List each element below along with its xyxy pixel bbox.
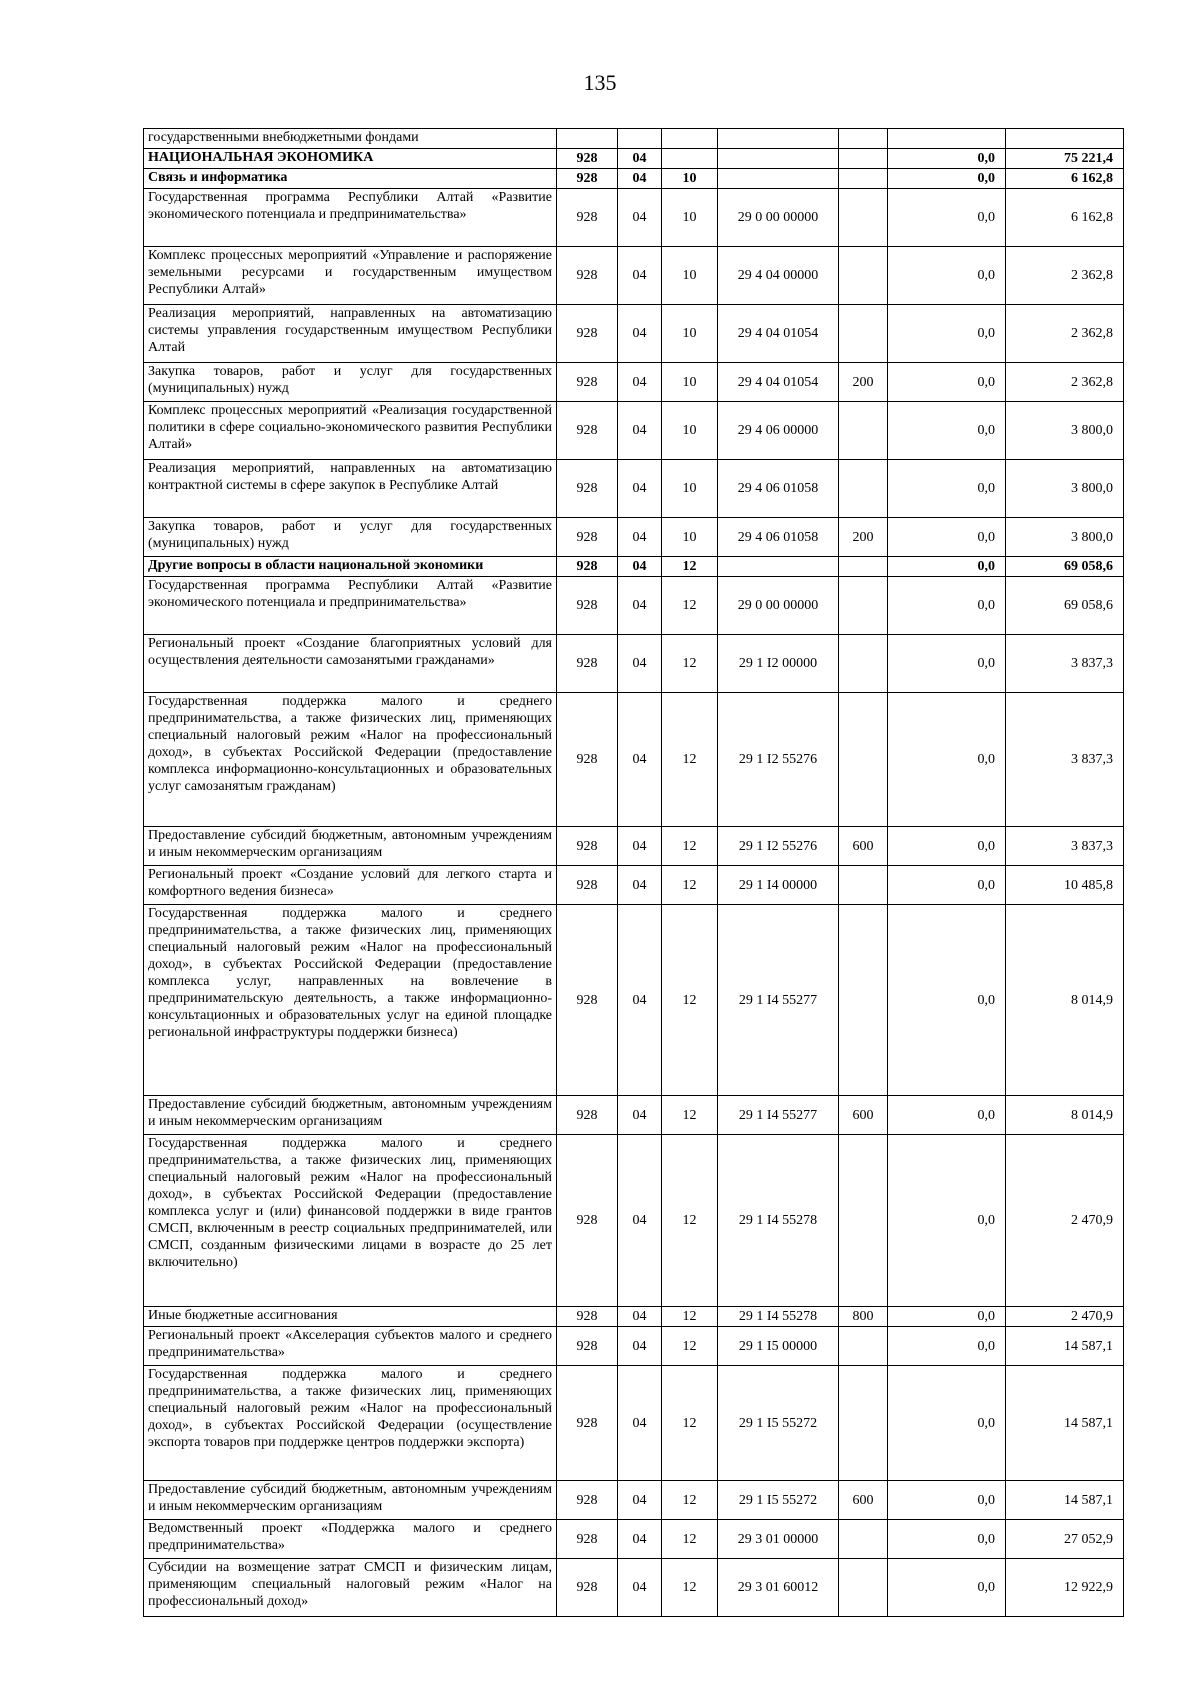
row-subsection-cell: 10 — [662, 189, 718, 247]
row-section-cell: 04 — [618, 1559, 662, 1617]
row-subsection-cell — [662, 129, 718, 149]
row-amount-2-cell: 3 837,3 — [1006, 635, 1124, 693]
row-section-cell: 04 — [618, 518, 662, 557]
row-amount-2-cell: 3 800,0 — [1006, 402, 1124, 460]
row-section-cell: 04 — [618, 460, 662, 518]
row-department-cell — [557, 129, 618, 149]
page-number: 135 — [583, 70, 617, 95]
row-subsection-cell: 10 — [662, 402, 718, 460]
row-section-cell: 04 — [618, 402, 662, 460]
row-target-article-cell: 29 1 I2 55276 — [718, 827, 839, 866]
row-amount-2-cell: 8 014,9 — [1006, 1096, 1124, 1135]
row-department-cell: 928 — [557, 149, 618, 169]
row-section-cell: 04 — [618, 827, 662, 866]
row-target-article-cell: 29 1 I4 00000 — [718, 866, 839, 905]
row-subsection-cell: 12 — [662, 905, 718, 1096]
row-expense-type-cell: 600 — [839, 1096, 888, 1135]
row-amount-2-cell: 27 052,9 — [1006, 1520, 1124, 1559]
row-target-article-cell: 29 1 I2 00000 — [718, 635, 839, 693]
row-amount-2-cell: 69 058,6 — [1006, 577, 1124, 635]
row-name-cell: Предоставление субсидий бюджетным, автономным учреждениям и иным некоммерческим организациям — [144, 827, 557, 866]
row-amount-2-cell: 14 587,1 — [1006, 1366, 1124, 1481]
row-name-cell: Реализация мероприятий, направленных на автоматизацию системы управления государственным имуществом Республики Алтай — [144, 305, 557, 363]
row-target-article-cell: 29 1 I2 55276 — [718, 693, 839, 827]
row-amount-1-cell: 0,0 — [888, 866, 1006, 905]
row-target-article-cell: 29 4 04 01054 — [718, 305, 839, 363]
row-department-cell: 928 — [557, 827, 618, 866]
row-amount-1-cell: 0,0 — [888, 518, 1006, 557]
row-section-cell: 04 — [618, 1366, 662, 1481]
row-expense-type-cell — [839, 1520, 888, 1559]
row-target-article-cell — [718, 149, 839, 169]
row-expense-type-cell — [839, 149, 888, 169]
row-amount-2-cell: 69 058,6 — [1006, 557, 1124, 577]
row-target-article-cell: 29 1 I4 55278 — [718, 1135, 839, 1307]
row-section-cell: 04 — [618, 247, 662, 305]
row-expense-type-cell — [839, 866, 888, 905]
table-row — [144, 1327, 1124, 1366]
row-department-cell: 928 — [557, 635, 618, 693]
row-department-cell: 928 — [557, 169, 618, 189]
row-section-cell: 04 — [618, 905, 662, 1096]
row-department-cell: 928 — [557, 577, 618, 635]
row-department-cell: 928 — [557, 557, 618, 577]
row-department-cell: 928 — [557, 247, 618, 305]
table-body — [144, 129, 1124, 1617]
row-subsection-cell: 10 — [662, 169, 718, 189]
row-target-article-cell — [718, 557, 839, 577]
row-amount-1-cell: 0,0 — [888, 827, 1006, 866]
row-amount-1-cell — [888, 129, 1006, 149]
row-name-cell: Предоставление субсидий бюджетным, автономным учреждениям и иным некоммерческим организациям — [144, 1481, 557, 1520]
row-name-cell: Закупка товаров, работ и услуг для государственных (муниципальных) нужд — [144, 363, 557, 402]
row-expense-type-cell — [839, 169, 888, 189]
row-department-cell: 928 — [557, 693, 618, 827]
row-target-article-cell: 29 4 04 00000 — [718, 247, 839, 305]
row-amount-1-cell: 0,0 — [888, 1307, 1006, 1327]
row-name-cell: Связь и информатика — [144, 169, 557, 189]
row-target-article-cell: 29 1 I4 55277 — [718, 1096, 839, 1135]
row-amount-2-cell: 3 800,0 — [1006, 460, 1124, 518]
row-amount-2-cell: 2 362,8 — [1006, 363, 1124, 402]
table-row — [144, 635, 1124, 693]
row-name-cell: Другие вопросы в области национальной экономики — [144, 557, 557, 577]
row-expense-type-cell — [839, 189, 888, 247]
row-target-article-cell — [718, 129, 839, 149]
row-amount-1-cell: 0,0 — [888, 1559, 1006, 1617]
row-amount-2-cell: 14 587,1 — [1006, 1481, 1124, 1520]
row-department-cell: 928 — [557, 1481, 618, 1520]
row-amount-1-cell: 0,0 — [888, 577, 1006, 635]
row-amount-1-cell: 0,0 — [888, 905, 1006, 1096]
table-row — [144, 149, 1124, 169]
row-department-cell: 928 — [557, 460, 618, 518]
row-department-cell: 928 — [557, 1520, 618, 1559]
row-subsection-cell: 10 — [662, 460, 718, 518]
row-subsection-cell: 12 — [662, 693, 718, 827]
row-amount-2-cell: 75 221,4 — [1006, 149, 1124, 169]
row-target-article-cell: 29 1 I4 55278 — [718, 1307, 839, 1327]
row-section-cell: 04 — [618, 305, 662, 363]
row-name-cell: Закупка товаров, работ и услуг для государственных (муниципальных) нужд — [144, 518, 557, 557]
row-subsection-cell — [662, 149, 718, 169]
table-row — [144, 129, 1124, 149]
row-department-cell: 928 — [557, 1366, 618, 1481]
row-section-cell: 04 — [618, 363, 662, 402]
row-expense-type-cell — [839, 693, 888, 827]
row-name-cell: Субсидии на возмещение затрат СМСП и физическим лицам, применяющим специальный налоговый режим «Налог на профессиональный доход» — [144, 1559, 557, 1617]
row-name-cell: Государственная поддержка малого и среднего предпринимательства, а также физических лиц, применяющих специальный налоговый режим «Налог на профессиональный доход», в субъектах Российской Федерации (осуществление экспорта товаров при поддержке центров поддержки экспорта) — [144, 1366, 557, 1481]
row-amount-1-cell: 0,0 — [888, 305, 1006, 363]
row-amount-2-cell — [1006, 129, 1124, 149]
row-section-cell: 04 — [618, 1520, 662, 1559]
row-section-cell: 04 — [618, 1307, 662, 1327]
row-expense-type-cell — [839, 1366, 888, 1481]
row-section-cell: 04 — [618, 169, 662, 189]
row-subsection-cell: 12 — [662, 1366, 718, 1481]
row-department-cell: 928 — [557, 1135, 618, 1307]
table-row — [144, 189, 1124, 247]
row-amount-2-cell: 2 362,8 — [1006, 247, 1124, 305]
row-section-cell: 04 — [618, 693, 662, 827]
row-department-cell: 928 — [557, 189, 618, 247]
row-target-article-cell: 29 4 04 01054 — [718, 363, 839, 402]
row-name-cell: Комплекс процессных мероприятий «Управление и распоряжение земельными ресурсами и государственным имуществом Республики Алтай» — [144, 247, 557, 305]
row-expense-type-cell — [839, 247, 888, 305]
row-department-cell: 928 — [557, 866, 618, 905]
row-section-cell: 04 — [618, 1096, 662, 1135]
row-subsection-cell: 12 — [662, 1096, 718, 1135]
row-target-article-cell: 29 1 I4 55277 — [718, 905, 839, 1096]
row-subsection-cell: 10 — [662, 363, 718, 402]
row-name-cell: Региональный проект «Создание благоприятных условий для осуществления деятельности самозанятыми гражданами» — [144, 635, 557, 693]
row-target-article-cell: 29 1 I5 00000 — [718, 1327, 839, 1366]
row-name-cell: Государственная программа Республики Алтай «Развитие экономического потенциала и предпринимательства» — [144, 189, 557, 247]
row-expense-type-cell — [839, 557, 888, 577]
row-amount-2-cell: 3 837,3 — [1006, 693, 1124, 827]
row-target-article-cell: 29 1 I5 55272 — [718, 1366, 839, 1481]
row-amount-1-cell: 0,0 — [888, 1135, 1006, 1307]
row-amount-2-cell: 12 922,9 — [1006, 1559, 1124, 1617]
row-section-cell: 04 — [618, 577, 662, 635]
row-subsection-cell: 10 — [662, 247, 718, 305]
row-expense-type-cell: 600 — [839, 1481, 888, 1520]
row-name-cell: Предоставление субсидий бюджетным, автономным учреждениям и иным некоммерческим организациям — [144, 1096, 557, 1135]
row-section-cell: 04 — [618, 557, 662, 577]
row-amount-2-cell: 14 587,1 — [1006, 1327, 1124, 1366]
row-expense-type-cell: 200 — [839, 363, 888, 402]
row-subsection-cell: 10 — [662, 518, 718, 557]
row-amount-2-cell: 8 014,9 — [1006, 905, 1124, 1096]
row-subsection-cell: 12 — [662, 1327, 718, 1366]
row-amount-1-cell: 0,0 — [888, 693, 1006, 827]
table-row — [144, 557, 1124, 577]
row-section-cell: 04 — [618, 149, 662, 169]
row-amount-1-cell: 0,0 — [888, 1327, 1006, 1366]
table-row — [144, 402, 1124, 460]
row-amount-1-cell: 0,0 — [888, 169, 1006, 189]
table-row — [144, 866, 1124, 905]
row-amount-1-cell: 0,0 — [888, 635, 1006, 693]
row-name-cell: Региональный проект «Создание условий для легкого старта и комфортного ведения бизнеса» — [144, 866, 557, 905]
table-row — [144, 460, 1124, 518]
row-target-article-cell: 29 4 06 01058 — [718, 518, 839, 557]
table-row — [144, 577, 1124, 635]
row-expense-type-cell — [839, 1135, 888, 1307]
row-name-cell: Реализация мероприятий, направленных на автоматизацию контрактной системы в сфере закупок в Республике Алтай — [144, 460, 557, 518]
row-department-cell: 928 — [557, 363, 618, 402]
row-department-cell: 928 — [557, 905, 618, 1096]
table-row — [144, 905, 1124, 1096]
row-name-cell: государственными внебюджетными фондами — [144, 129, 557, 149]
table-row — [144, 1135, 1124, 1307]
row-amount-2-cell: 10 485,8 — [1006, 866, 1124, 905]
row-name-cell: НАЦИОНАЛЬНАЯ ЭКОНОМИКА — [144, 149, 557, 169]
row-target-article-cell: 29 0 00 00000 — [718, 189, 839, 247]
row-department-cell: 928 — [557, 1096, 618, 1135]
row-amount-2-cell: 2 362,8 — [1006, 305, 1124, 363]
table-row — [144, 247, 1124, 305]
row-expense-type-cell: 200 — [839, 518, 888, 557]
table-row — [144, 305, 1124, 363]
table-row — [144, 363, 1124, 402]
row-amount-1-cell: 0,0 — [888, 1366, 1006, 1481]
row-name-cell: Иные бюджетные ассигнования — [144, 1307, 557, 1327]
table-row — [144, 693, 1124, 827]
row-target-article-cell: 29 4 06 00000 — [718, 402, 839, 460]
row-amount-1-cell: 0,0 — [888, 402, 1006, 460]
row-target-article-cell: 29 3 01 60012 — [718, 1559, 839, 1617]
row-name-cell: Государственная поддержка малого и среднего предпринимательства, а также физических лиц, применяющих специальный налоговый режим «Налог на профессиональный доход», в субъектах Российской Федерации (предоставление комплекса услуг и (или) финансовой поддержки в виде грантов СМСП, включенным в реестр социальных предпринимателей, или СМСП, созданным физическими лицами в возрасте до 25 лет включительно) — [144, 1135, 557, 1307]
row-section-cell: 04 — [618, 866, 662, 905]
row-amount-1-cell: 0,0 — [888, 363, 1006, 402]
row-name-cell: Государственная программа Республики Алтай «Развитие экономического потенциала и предпринимательства» — [144, 577, 557, 635]
row-amount-2-cell: 6 162,8 — [1006, 169, 1124, 189]
row-expense-type-cell — [839, 635, 888, 693]
row-amount-2-cell: 3 837,3 — [1006, 827, 1124, 866]
row-target-article-cell: 29 0 00 00000 — [718, 577, 839, 635]
row-subsection-cell: 12 — [662, 635, 718, 693]
row-subsection-cell: 12 — [662, 1481, 718, 1520]
row-name-cell: Региональный проект «Акселерация субъектов малого и среднего предпринимательства» — [144, 1327, 557, 1366]
row-target-article-cell: 29 4 06 01058 — [718, 460, 839, 518]
table-row — [144, 518, 1124, 557]
row-amount-1-cell: 0,0 — [888, 247, 1006, 305]
row-subsection-cell: 12 — [662, 1559, 718, 1617]
row-amount-2-cell: 6 162,8 — [1006, 189, 1124, 247]
row-department-cell: 928 — [557, 518, 618, 557]
table-row — [144, 827, 1124, 866]
row-target-article-cell: 29 3 01 00000 — [718, 1520, 839, 1559]
row-department-cell: 928 — [557, 305, 618, 363]
row-expense-type-cell: 600 — [839, 827, 888, 866]
row-section-cell: 04 — [618, 1135, 662, 1307]
row-name-cell: Государственная поддержка малого и среднего предпринимательства, а также физических лиц, применяющих специальный налоговый режим «Налог на профессиональный доход», в субъектах Российской Федерации (предоставление комплекса информационно-консультационных и образовательных услуг самозанятым гражданам) — [144, 693, 557, 827]
row-department-cell: 928 — [557, 1559, 618, 1617]
row-amount-1-cell: 0,0 — [888, 557, 1006, 577]
table-row — [144, 1307, 1124, 1327]
row-subsection-cell: 12 — [662, 866, 718, 905]
row-expense-type-cell — [839, 1559, 888, 1617]
row-subsection-cell: 12 — [662, 1520, 718, 1559]
row-section-cell: 04 — [618, 1327, 662, 1366]
row-expense-type-cell: 800 — [839, 1307, 888, 1327]
row-subsection-cell: 12 — [662, 577, 718, 635]
table-row — [144, 1366, 1124, 1481]
row-department-cell: 928 — [557, 1307, 618, 1327]
row-section-cell: 04 — [618, 635, 662, 693]
row-subsection-cell: 12 — [662, 1307, 718, 1327]
row-name-cell: Комплекс процессных мероприятий «Реализация государственной политики в сфере социально-экономического развития Республики Алтай» — [144, 402, 557, 460]
row-name-cell: Ведомственный проект «Поддержка малого и среднего предпринимательства» — [144, 1520, 557, 1559]
row-amount-2-cell: 2 470,9 — [1006, 1135, 1124, 1307]
row-subsection-cell: 12 — [662, 557, 718, 577]
row-amount-1-cell: 0,0 — [888, 149, 1006, 169]
row-amount-1-cell: 0,0 — [888, 1520, 1006, 1559]
row-section-cell — [618, 129, 662, 149]
row-target-article-cell — [718, 169, 839, 189]
row-expense-type-cell — [839, 402, 888, 460]
row-amount-2-cell: 3 800,0 — [1006, 518, 1124, 557]
row-section-cell: 04 — [618, 1481, 662, 1520]
row-amount-1-cell: 0,0 — [888, 189, 1006, 247]
row-subsection-cell: 10 — [662, 305, 718, 363]
table-row — [144, 1096, 1124, 1135]
row-department-cell: 928 — [557, 402, 618, 460]
row-target-article-cell: 29 1 I5 55272 — [718, 1481, 839, 1520]
row-expense-type-cell — [839, 129, 888, 149]
row-amount-1-cell: 0,0 — [888, 1096, 1006, 1135]
row-name-cell: Государственная поддержка малого и среднего предпринимательства, а также физических лиц, применяющих специальный налоговый режим «Налог на профессиональный доход», в субъектах Российской Федерации (предоставление комплекса услуг, направленных на вовлечение в предпринимательскую деятельность, а также информационно-консультационных и образовательных услуг на единой площадке региональной инфраструктуры поддержки бизнеса) — [144, 905, 557, 1096]
row-subsection-cell: 12 — [662, 1135, 718, 1307]
row-expense-type-cell — [839, 460, 888, 518]
row-expense-type-cell — [839, 305, 888, 363]
row-amount-2-cell: 2 470,9 — [1006, 1307, 1124, 1327]
table-row — [144, 1559, 1124, 1617]
row-expense-type-cell — [839, 1327, 888, 1366]
row-amount-1-cell: 0,0 — [888, 1481, 1006, 1520]
row-expense-type-cell — [839, 905, 888, 1096]
row-expense-type-cell — [839, 577, 888, 635]
row-section-cell: 04 — [618, 189, 662, 247]
table-row — [144, 1481, 1124, 1520]
budget-table — [143, 128, 1124, 1617]
row-amount-1-cell: 0,0 — [888, 460, 1006, 518]
row-department-cell: 928 — [557, 1327, 618, 1366]
table-row — [144, 169, 1124, 189]
table-row — [144, 1520, 1124, 1559]
row-subsection-cell: 12 — [662, 827, 718, 866]
